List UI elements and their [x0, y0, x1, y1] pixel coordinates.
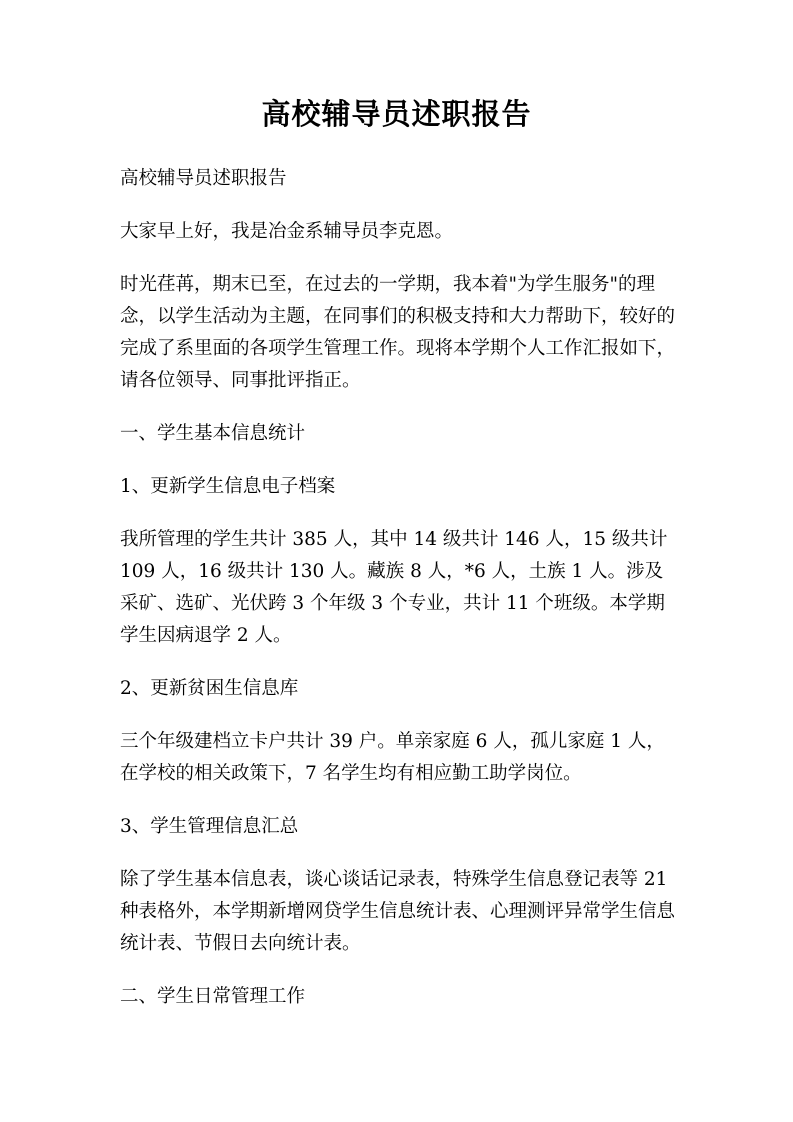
subsection-heading-1-2: 2、更新贫困生信息库	[120, 678, 299, 699]
section-heading-1: 一、学生基本信息统计	[120, 423, 306, 444]
subsection-heading-1-1: 1、更新学生信息电子档案	[120, 476, 336, 497]
section-heading-2: 二、学生日常管理工作	[120, 986, 306, 1007]
document-title: 高校辅导员述职报告	[261, 97, 532, 131]
paragraph-intro: 时光荏苒，期末已至，在过去的一学期，我本着"为学生服务"的理念，以学生活动为主题，在同事们的积极支持和大力帮助下，较好的完成了系里面的各项学生管理工作。现将本学期个人工作汇报如下，请各位领导、同事批评指正。	[120, 274, 676, 391]
subsection-heading-1-3: 3、学生管理信息汇总	[120, 816, 299, 837]
paragraph-student-stats: 我所管理的学生共计 385 人，其中 14 级共计 146 人，15 级共计 109 人，16 级共计 130 人。藏族 8 人，*6 人，土族 1 人。涉及采矿、选矿、光伏跨 3 个年级 3 个专业，共计 11 个班级。本学期学生因病退学 2 人。	[120, 529, 668, 646]
paragraph-greeting: 大家早上好，我是冶金系辅导员李克恩。	[120, 221, 454, 242]
document-body	[120, 163, 676, 1013]
paragraph-poverty-stats: 三个年级建档立卡户共计 39 户。单亲家庭 6 人，孤儿家庭 1 人，在学校的相关政策下，7 名学生均有相应勤工助学岗位。	[120, 731, 665, 784]
paragraph-subtitle: 高校辅导员述职报告	[120, 168, 287, 189]
paragraph-info-summary: 除了学生基本信息表，谈心谈话记录表，特殊学生信息登记表等 21 种表格外，本学期新增网贷学生信息统计表、心理测评异常学生信息统计表、节假日去向统计表。	[120, 869, 676, 954]
